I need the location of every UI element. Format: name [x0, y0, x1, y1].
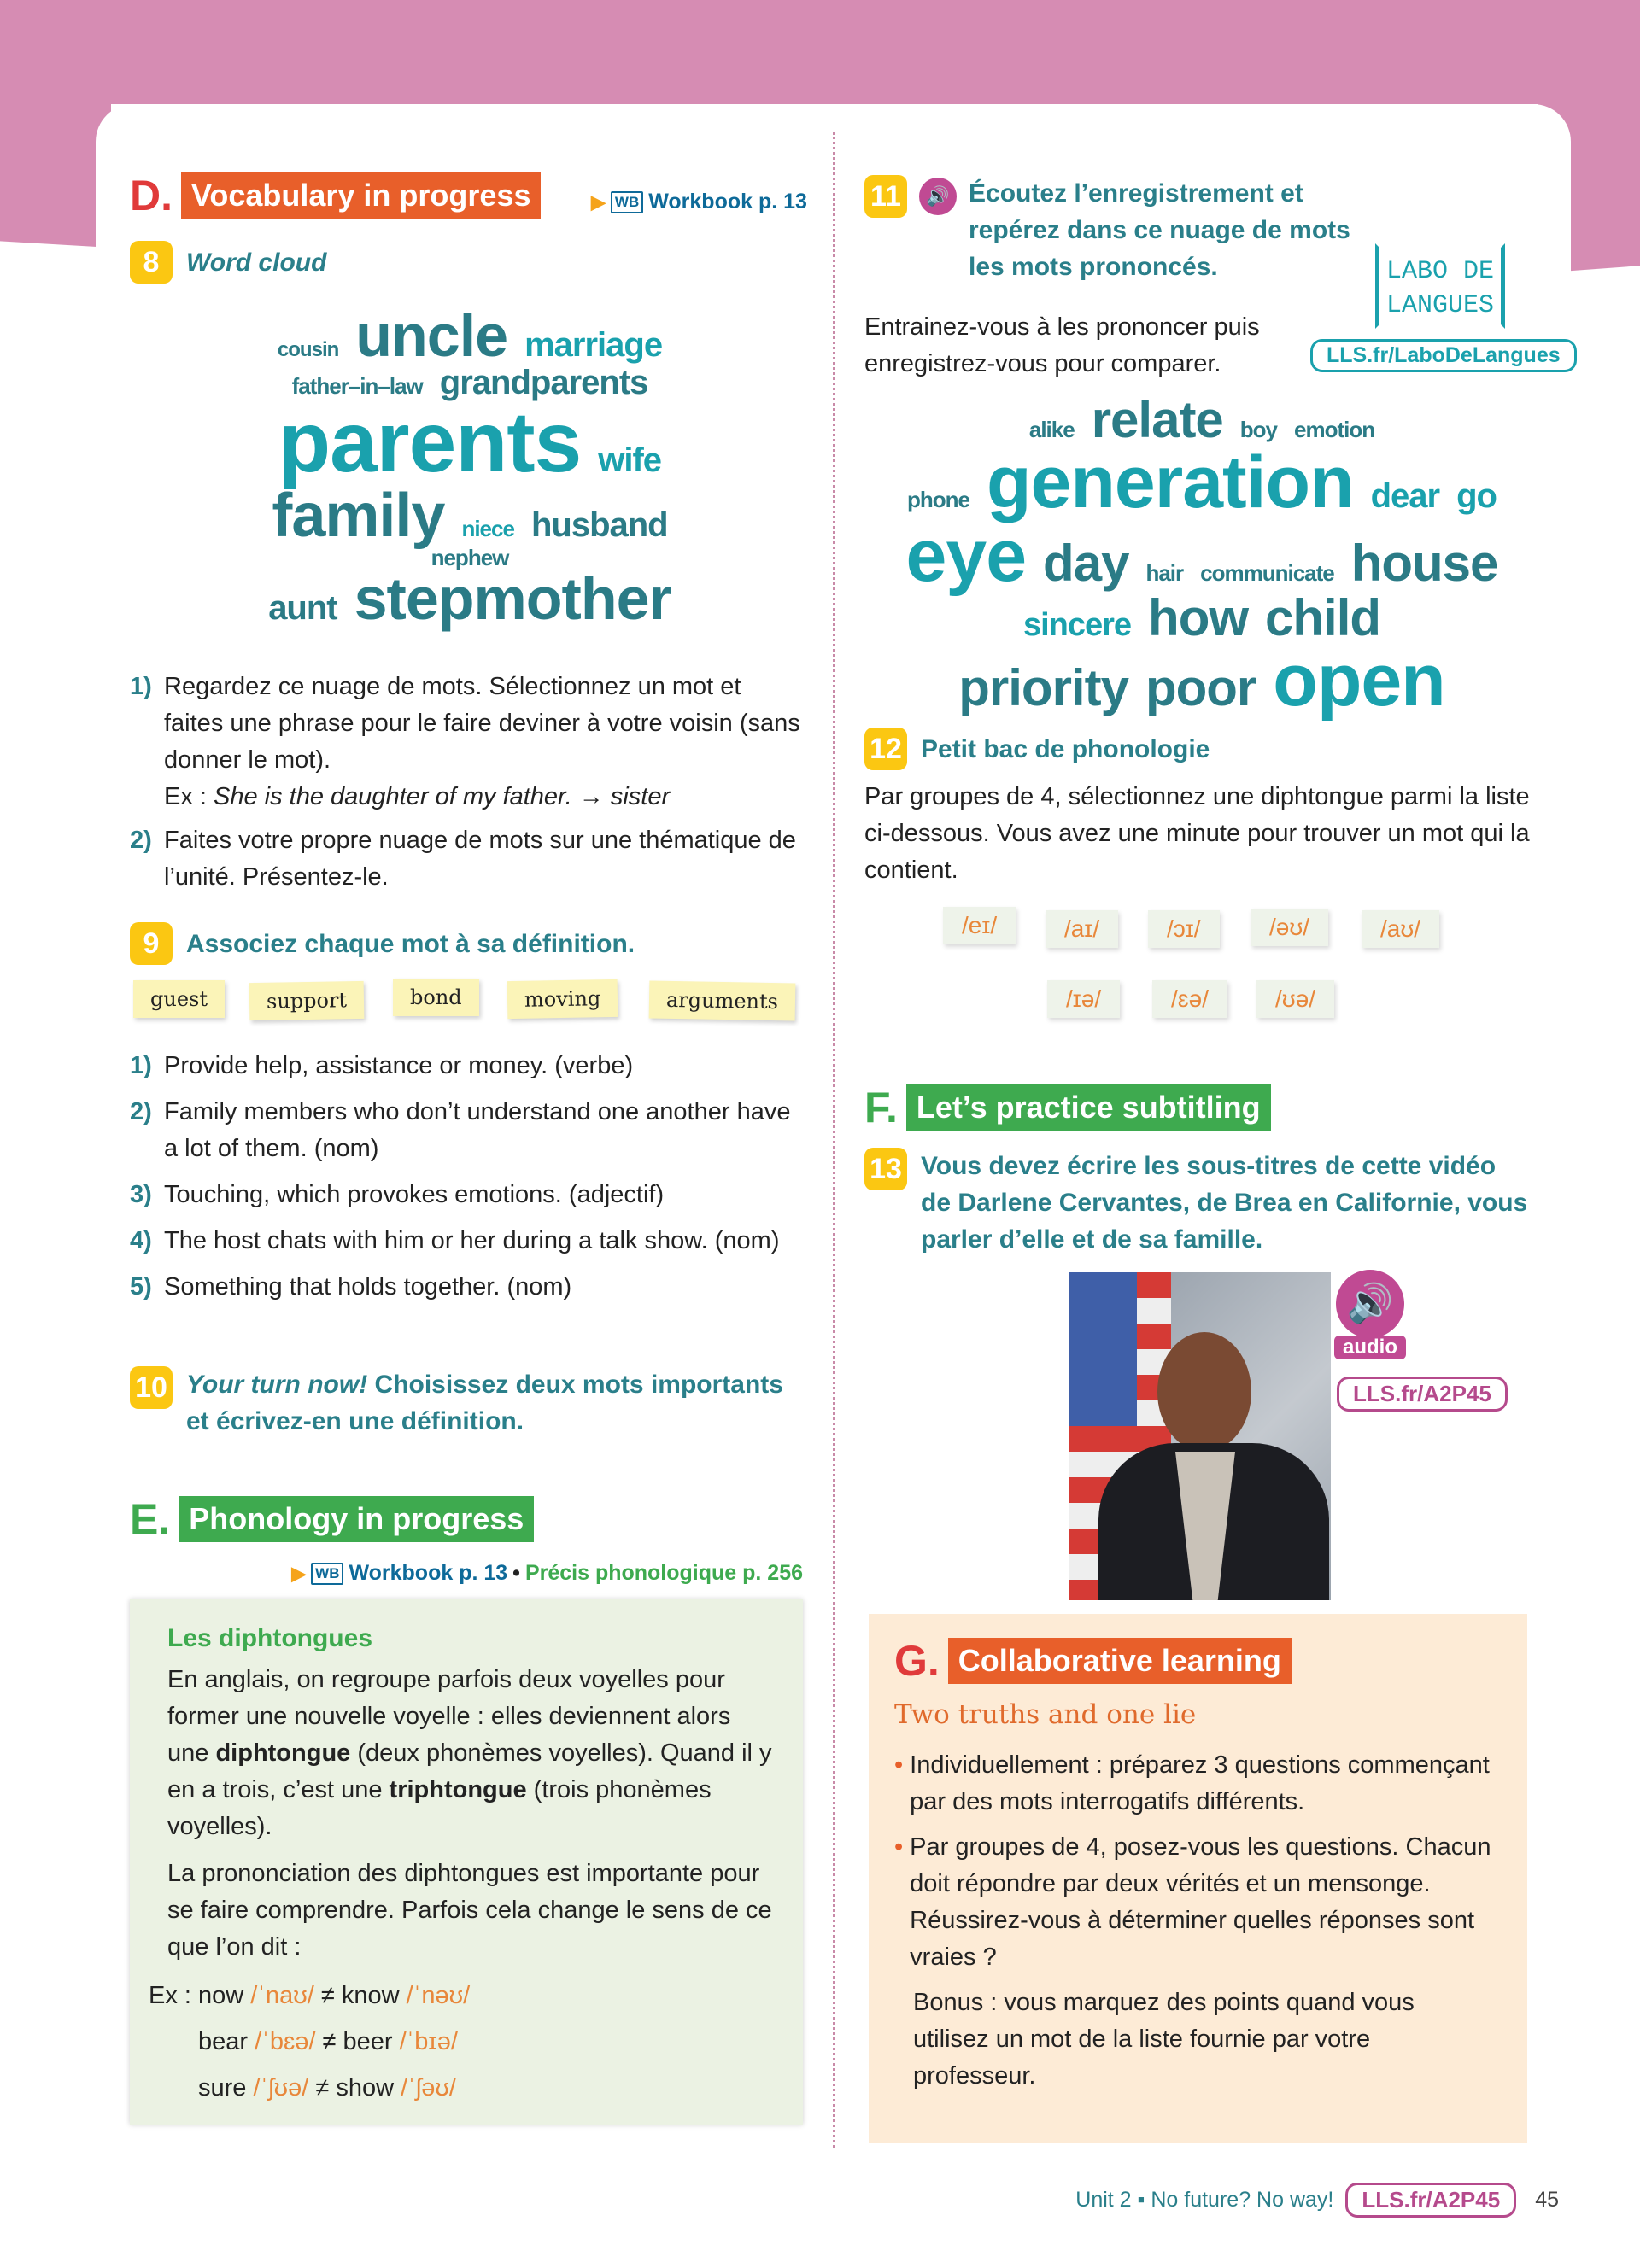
- cloud-row: [268, 565, 671, 632]
- exercise-11-heading: [864, 175, 1366, 285]
- cloud-word: boy: [1239, 417, 1278, 442]
- cloud-word: niece: [461, 516, 514, 541]
- examples: [149, 1973, 782, 2111]
- section-title: Vocabulary in progress: [181, 172, 541, 219]
- arrow-icon: →: [571, 783, 611, 810]
- column-divider: [833, 132, 835, 2148]
- cloud-word: day: [1043, 535, 1129, 592]
- list-item: [130, 1177, 805, 1213]
- workbook-link[interactable]: [291, 1561, 803, 1586]
- cloud-word: wife: [598, 441, 662, 479]
- your-turn-label: Your turn now!: [186, 1371, 368, 1399]
- cloud-word: priority: [958, 659, 1128, 716]
- flag-stars: [1069, 1272, 1137, 1426]
- cloud-row: [905, 515, 1498, 597]
- list-item: [130, 1094, 805, 1167]
- item-text: Touching, which provokes emotions. (adjectif): [164, 1181, 665, 1208]
- phoneme-chip: /ɛə/: [1152, 980, 1227, 1018]
- cloud-row: [907, 441, 1496, 523]
- list-item: • Individuellement : préparez 3 questions commençant par des mots interrogatifs différents.: [894, 1747, 1492, 1821]
- cloud-word: open: [1273, 640, 1445, 722]
- cloud-row: [278, 395, 662, 490]
- cloud-word: husband: [530, 506, 668, 544]
- section-d-heading: [130, 171, 541, 220]
- item-number: 5): [130, 1273, 152, 1301]
- cloud-word: aunt: [268, 589, 337, 627]
- phoneme-chip: /eɪ/: [943, 907, 1016, 944]
- list-item: [130, 1269, 805, 1306]
- exercise-number: 9: [130, 922, 173, 965]
- example-answer: sister: [610, 783, 671, 810]
- exercise-instruction: Entrainez-vous à les prononcer puis enregistrez-vous pour comparer.: [864, 313, 1260, 377]
- example-row: Ex : now /ˈnaʊ/ ≠ know /ˈnəʊ/: [149, 1982, 471, 2009]
- list-item: [130, 669, 805, 815]
- word-chip: bond: [393, 979, 479, 1016]
- cloud-word: hair: [1145, 560, 1184, 586]
- definitions-list: [130, 1048, 805, 1306]
- box-paragraph: En anglais, on regroupe parfois deux voyelles pour former une nouvelle voyelle : elles deviennent alors une diphtongue (deux phonèmes voyelles). Quand il y en a trois, c’est une triphtongue (trois phonèmes voyelles).: [167, 1666, 772, 1840]
- collaborative-box: [869, 1614, 1527, 2143]
- section-letter: G.: [894, 1637, 940, 1685]
- activity-list: [894, 1747, 1492, 2095]
- example-text: She is the daughter of my father.: [214, 783, 572, 810]
- exercise-title: Petit bac de phonologie: [921, 734, 1210, 763]
- item-number: 1): [130, 1052, 152, 1079]
- workbook-link[interactable]: [591, 190, 807, 214]
- cloud-row: [1028, 391, 1375, 448]
- list-item: [130, 822, 805, 896]
- darlene-photo: [1069, 1272, 1331, 1600]
- cloud-word: father–in–law: [291, 373, 423, 399]
- activity-subtitle: Two truths and one lie: [894, 1699, 1197, 1730]
- exercise-title: Word cloud: [186, 248, 327, 277]
- cloud-word: family: [272, 482, 445, 550]
- box-title: Les diphtongues: [167, 1624, 372, 1652]
- exercise-number: 13: [864, 1148, 907, 1190]
- exercise-number: 11: [864, 175, 907, 218]
- phoneme-chip: /ʊə/: [1256, 980, 1334, 1018]
- cloud-word: parents: [278, 395, 582, 490]
- phoneme-chip: /aʊ/: [1362, 910, 1439, 948]
- workbook-icon: WB: [311, 1563, 343, 1585]
- phoneme-chip: /aɪ/: [1046, 910, 1118, 948]
- section-letter: E.: [130, 1495, 171, 1543]
- unit-title: No future? No way!: [1151, 2188, 1334, 2212]
- box-paragraph: La prononciation des diphtongues est importante pour se faire comprendre. Parfois cela change le sens de ce que l’on dit :: [167, 1860, 772, 1961]
- page-number: 45: [1535, 2188, 1559, 2212]
- phoneme-chip: /ɪə/: [1047, 980, 1120, 1018]
- cloud-word: stepmother: [354, 565, 671, 632]
- item-text: Faites votre propre nuage de mots sur une thématique de l’unité. Présentez-le.: [164, 827, 796, 891]
- audio-button[interactable]: [1321, 1266, 1419, 1359]
- cloud-word: child: [1265, 589, 1381, 646]
- cloud-word: how: [1148, 589, 1249, 646]
- example-row: sure /ˈʃʊə/ ≠ show /ˈʃəʊ/: [198, 2074, 456, 2101]
- play-triangle-icon: ▶: [591, 190, 606, 213]
- cloud-word: nephew: [430, 545, 509, 570]
- item-text: Provide help, assistance or money. (verbe): [164, 1052, 634, 1079]
- portrait-face: [1157, 1332, 1251, 1452]
- item-text: Family members who don’t understand one another have a lot of them. (nom): [164, 1098, 791, 1162]
- workbook-label: Workbook p. 13: [348, 1561, 508, 1585]
- exercise-number: 12: [864, 728, 907, 770]
- workbook-icon: WB: [611, 191, 643, 213]
- example-row: bear /ˈbɛə/ ≠ beer /ˈbɪə/: [198, 2028, 458, 2055]
- item-text: Par groupes de 4, posez-vous les questions. Chacun doit répondre par deux vérités et un mensonge. Réussirez-vous à déterminer quelles réponses sont vraies ?: [910, 1833, 1491, 1971]
- cloud-row: [1022, 589, 1381, 646]
- exercise-title: Choisissez deux mots importants et écrivez-en une définition.: [186, 1371, 783, 1435]
- speaker-icon: 🔊: [1332, 1266, 1409, 1342]
- play-triangle-icon: ▶: [291, 1562, 307, 1584]
- header-band: [0, 0, 1640, 104]
- item-number: 4): [130, 1227, 152, 1254]
- cloud-word: uncle: [355, 302, 508, 369]
- footer-link[interactable]: LLS.fr/A2P45: [1345, 2183, 1516, 2218]
- separator: •: [512, 1561, 520, 1585]
- section-e-heading: [130, 1494, 534, 1544]
- section-letter: D.: [130, 172, 173, 219]
- cloud-word: sincere: [1022, 607, 1132, 643]
- word-cloud-family: [196, 302, 743, 632]
- exercise-number: 8: [130, 241, 173, 284]
- cloud-word: alike: [1028, 417, 1075, 442]
- item-number: 1): [130, 673, 152, 700]
- labo-de-langues-logo: LABO DE LANGUES: [1375, 243, 1505, 329]
- item-number: 2): [130, 1098, 152, 1125]
- exercise-9-heading: [130, 922, 635, 965]
- cloud-word: house: [1350, 535, 1498, 592]
- cloud-word: grandparents: [439, 364, 648, 401]
- exercise-8-instructions: [130, 669, 805, 896]
- exercise-number: 10: [130, 1366, 173, 1409]
- exercise-10: [130, 1366, 805, 1440]
- separator: ▪: [1131, 2188, 1151, 2212]
- labo-link[interactable]: LLS.fr/LaboDeLangues: [1310, 339, 1577, 372]
- cloud-word: dear: [1370, 477, 1440, 515]
- word-chip: arguments: [649, 981, 796, 1021]
- unit-label: Unit 2: [1075, 2188, 1132, 2212]
- phoneme-chip: /ɔɪ/: [1148, 910, 1220, 948]
- precis-link[interactable]: Précis phonologique p. 256: [524, 1561, 803, 1585]
- list-item: • Par groupes de 4, posez-vous les questions. Chacun doit répondre par deux vérités et un mensonge. Réussirez-vous à déterminer quelles réponses sont vraies ?: [894, 1829, 1492, 1976]
- word-chip: guest: [133, 980, 225, 1018]
- exercise-8-heading: [130, 241, 326, 284]
- word-chip: moving: [507, 979, 618, 1019]
- cloud-word: communicate: [1200, 560, 1334, 586]
- exercise-title: Vous devez écrire les sous-titres de cette vidéo de Darlene Cervantes, de Brea en Californie, vous parler d’elle et de sa famille.: [921, 1152, 1528, 1254]
- exercise-title: Écoutez l’enregistrement et repérez dans ce nuage de mots les mots prononcés.: [969, 179, 1350, 281]
- section-title: Phonology in progress: [179, 1496, 534, 1542]
- section-f-heading: [864, 1083, 1271, 1132]
- list-item: [130, 1223, 805, 1260]
- item-text: Regardez ce nuage de mots. Sélectionnez un mot et faites une phrase pour le faire deviner à votre voisin (sans donner le mot).: [164, 673, 800, 774]
- section-letter: F.: [864, 1084, 898, 1131]
- cloud-word: go: [1456, 477, 1496, 515]
- cloud-row: [277, 302, 663, 369]
- cloud-word: poor: [1145, 659, 1256, 716]
- cloud-word: eye: [905, 515, 1027, 597]
- item-text: Individuellement : préparez 3 questions commençant par des mots interrogatifs différents.: [910, 1751, 1490, 1815]
- item-number: 3): [130, 1181, 152, 1208]
- cloud-row: [958, 640, 1445, 722]
- cloud-word: generation: [987, 441, 1354, 523]
- workbook-label: Workbook p. 13: [648, 190, 807, 213]
- diphthongs-box: [130, 1599, 803, 2125]
- footer: [1075, 2183, 1559, 2218]
- cloud-word: relate: [1091, 391, 1223, 448]
- section-title: Collaborative learning: [948, 1638, 1292, 1684]
- bonus-text: Bonus : vous marquez des points quand vous utilisez un mot de la liste fournie par votre professeur.: [913, 1989, 1414, 2090]
- word-chip: support: [249, 981, 365, 1020]
- cloud-row: [272, 482, 668, 550]
- cloud-word: cousin: [277, 338, 339, 361]
- exercise-title: Associez chaque mot à sa définition.: [186, 929, 636, 958]
- item-text: The host chats with him or her during a talk show. (nom): [164, 1227, 780, 1254]
- speaker-icon[interactable]: 🔊: [919, 178, 957, 215]
- cloud-word: phone: [907, 487, 969, 512]
- exercise-13-heading: [864, 1148, 1531, 1258]
- item-number: 2): [130, 827, 152, 854]
- exercise-instruction: Par groupes de 4, sélectionnez une diphtongue parmi la liste ci-dessous. Vous avez une minute pour trouver un mot qui la contient.: [864, 783, 1530, 884]
- example-label: Ex :: [164, 783, 214, 810]
- word-cloud-phonology: [864, 391, 1539, 722]
- item-text: Something that holds together. (nom): [164, 1273, 572, 1301]
- section-title: Let’s practice subtitling: [906, 1084, 1271, 1131]
- section-g-heading: [894, 1636, 1292, 1686]
- decor-band-left: [0, 85, 111, 248]
- phoneme-chip: /əʊ/: [1250, 909, 1328, 946]
- video-link[interactable]: LLS.fr/A2P45: [1337, 1377, 1508, 1412]
- list-item: [130, 1048, 805, 1084]
- audio-label: audio: [1334, 1336, 1406, 1359]
- cloud-word: marriage: [524, 326, 663, 364]
- cloud-word: emotion: [1294, 417, 1375, 442]
- exercise-12-heading: [864, 728, 1210, 770]
